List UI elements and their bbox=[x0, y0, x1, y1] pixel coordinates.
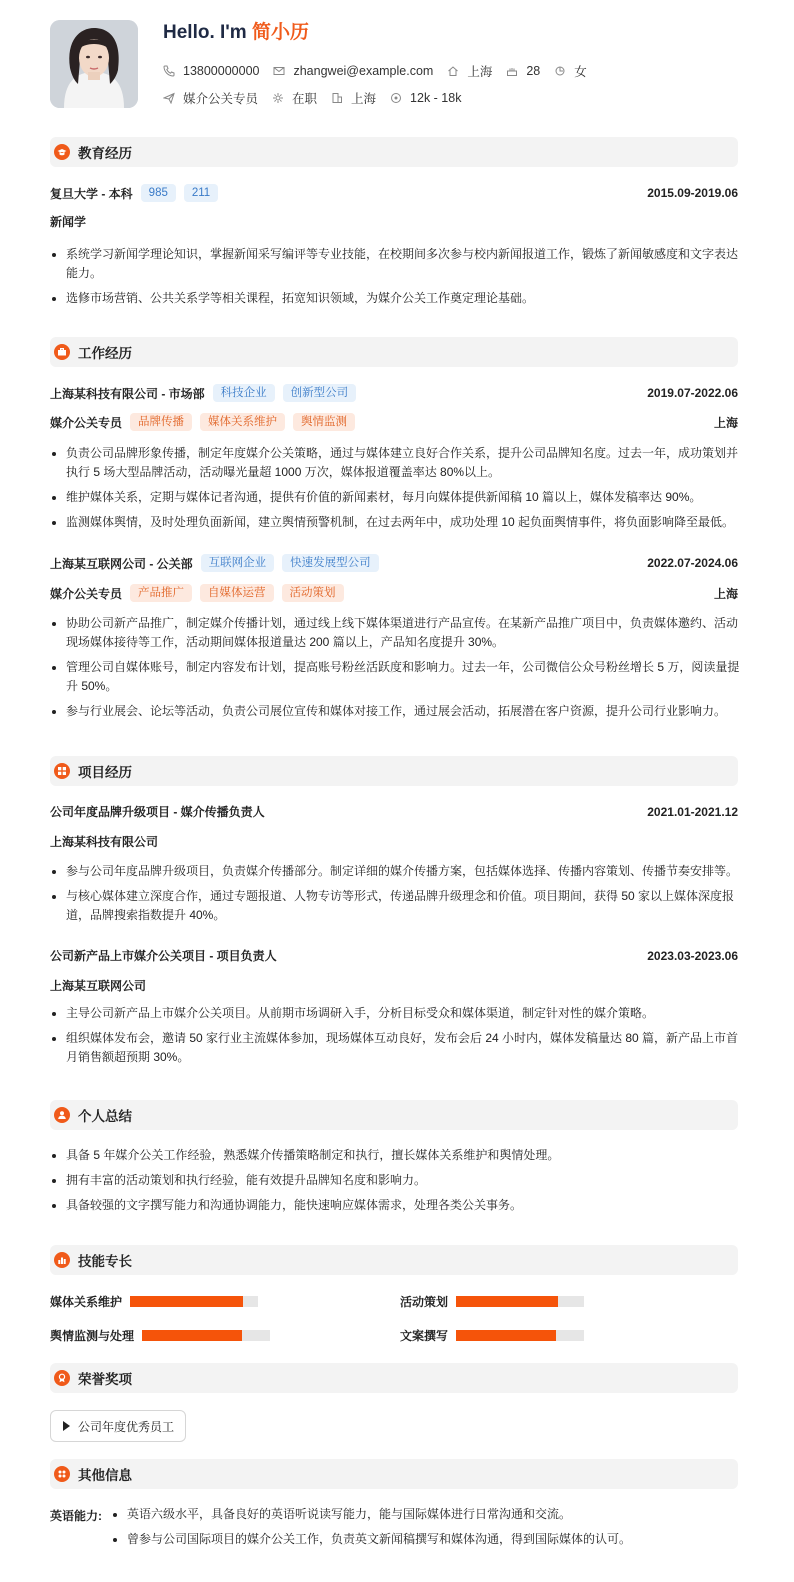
skill-bar-fill bbox=[456, 1296, 558, 1307]
building-icon bbox=[331, 92, 343, 104]
school-tag: 985 bbox=[141, 184, 176, 202]
company-tag: 快速发展型公司 bbox=[282, 554, 379, 572]
work-bullets bbox=[50, 444, 740, 538]
city-value: 上海 bbox=[467, 65, 493, 79]
play-icon bbox=[63, 1421, 70, 1431]
project-title: 公司年度品牌升级项目 - 媒介传播负责人 bbox=[50, 805, 265, 819]
send-icon bbox=[163, 92, 175, 104]
school-tag: 211 bbox=[184, 184, 218, 202]
graduation-cap-icon bbox=[54, 144, 70, 160]
resume-header bbox=[50, 20, 750, 110]
position-value: 媒介公关专员 bbox=[183, 92, 259, 106]
skill-name: 活动策划 bbox=[400, 1295, 449, 1309]
project-bullets bbox=[50, 862, 740, 931]
work-bullets bbox=[50, 614, 740, 727]
skill-item bbox=[400, 1327, 584, 1344]
salary-value: 12k - 18k bbox=[410, 91, 462, 105]
section-awards bbox=[50, 1363, 738, 1393]
work-date: 2022.07-2024.06 bbox=[647, 556, 738, 570]
section-title-projects: 项目经历 bbox=[78, 765, 132, 780]
company-tag: 科技企业 bbox=[213, 384, 275, 402]
age-value: 28 bbox=[526, 64, 541, 78]
section-work bbox=[50, 337, 738, 367]
list-item: 系统学习新闻学理论知识，掌握新闻采写编评等专业技能，在校期间多次参与校内新闻报道工作，锻炼了新闻敏感度和文字表达能力。 bbox=[50, 245, 740, 283]
cake-icon bbox=[506, 65, 518, 77]
list-item: 监测媒体舆情，及时处理负面新闻，建立舆情预警机制，在过去两年中，成功处理 10 起负面舆情事件，将负面影响降至最低。 bbox=[50, 513, 740, 532]
section-projects bbox=[50, 756, 738, 786]
section-title-summary: 个人总结 bbox=[78, 1109, 132, 1124]
award-item[interactable] bbox=[50, 1410, 186, 1442]
work-role-row bbox=[50, 584, 738, 602]
list-item: 拥有丰富的活动策划和执行经验，能有效提升品牌知名度和影响力。 bbox=[50, 1171, 740, 1190]
gender-value: 女 bbox=[574, 65, 587, 79]
major-name: 新闻学 bbox=[50, 215, 87, 229]
list-item: 与核心媒体建立深度合作，通过专题报道、人物专访等形式，传递品牌升级理念和价值。项目期间，获得 50 家以上媒体深度报道，品牌搜索指数提升 40%。 bbox=[50, 887, 740, 925]
summary-bullets bbox=[50, 1146, 740, 1221]
skill-bar bbox=[142, 1330, 270, 1341]
gender-item bbox=[554, 62, 587, 80]
project-bullets bbox=[50, 1004, 740, 1073]
phone-item bbox=[163, 64, 259, 78]
phone-icon bbox=[163, 65, 175, 77]
email-item bbox=[273, 64, 433, 78]
list-item: 具备 5 年媒介公关工作经验，熟悉媒介传播策略制定和执行，擅长媒体关系维护和舆情处理。 bbox=[50, 1146, 740, 1165]
education-major-row bbox=[50, 213, 738, 230]
skill-bar bbox=[456, 1330, 584, 1341]
skill-name: 文案撰写 bbox=[400, 1329, 449, 1343]
age-item bbox=[506, 64, 540, 78]
list-item: 曾参与公司国际项目的媒介公关工作，负责英文新闻稿撰写和媒体沟通，得到国际媒体的认可。 bbox=[111, 1530, 739, 1549]
project-date: 2021.01-2021.12 bbox=[647, 804, 738, 819]
section-title-skills: 技能专长 bbox=[78, 1254, 132, 1269]
role-name: 媒介公关专员 bbox=[50, 415, 123, 430]
work-role-row bbox=[50, 413, 738, 431]
avatar bbox=[50, 20, 138, 108]
list-item: 参与行业展会、论坛等活动，负责公司展位宣传和媒体对接工作，通过展会活动，拓展潜在客户资源，提升公司行业影响力。 bbox=[50, 702, 740, 721]
skill-bar-fill bbox=[456, 1330, 556, 1341]
section-title-education: 教育经历 bbox=[78, 146, 132, 161]
status-item bbox=[272, 89, 317, 107]
apps-icon bbox=[54, 1466, 70, 1482]
project-title-row bbox=[50, 947, 738, 964]
english-label: 英语能力: bbox=[50, 1509, 102, 1523]
project-title: 公司新产品上市媒介公关项目 - 项目负责人 bbox=[50, 949, 277, 963]
award-label: 公司年度优秀员工 bbox=[78, 1419, 175, 1434]
company-name: 上海某科技有限公司 - 市场部 bbox=[50, 386, 205, 401]
skill-item bbox=[50, 1293, 258, 1310]
education-date: 2015.09-2019.06 bbox=[647, 186, 738, 200]
briefcase-icon bbox=[54, 344, 70, 360]
work-company-row bbox=[50, 554, 738, 572]
skill-item bbox=[50, 1327, 270, 1344]
company-tag: 互联网企业 bbox=[201, 554, 275, 572]
mail-icon bbox=[273, 65, 285, 77]
status-value: 在职 bbox=[292, 92, 318, 106]
email-value: zhangwei@example.com bbox=[293, 64, 434, 78]
list-item: 英语六级水平，具备良好的英语听说读写能力，能与国际媒体进行日常沟通和交流。 bbox=[111, 1505, 739, 1524]
list-item: 参与公司年度品牌升级项目，负责媒介传播部分。制定详细的媒介传播方案，包括媒体选择、传播内容策划、传播节奏安排等。 bbox=[50, 862, 740, 881]
status-icon bbox=[272, 92, 284, 104]
section-skills bbox=[50, 1245, 738, 1275]
list-item: 协助公司新产品推广，制定媒介传播计划，通过线上线下媒体渠道进行产品宣传。在某新产品推广项目中，负责媒体邀约、活动现场媒体接待等工作，活动期间媒体报道量达 200 篇以上，产品知名度提升 30%。 bbox=[50, 614, 740, 652]
bar-chart-icon bbox=[54, 1252, 70, 1268]
role-tag: 产品推广 bbox=[130, 584, 192, 602]
home-icon bbox=[447, 65, 459, 77]
project-org: 上海某科技有限公司 bbox=[50, 835, 159, 849]
section-summary bbox=[50, 1100, 738, 1130]
project-org: 上海某互联网公司 bbox=[50, 979, 147, 993]
skill-bar-fill bbox=[130, 1296, 243, 1307]
skill-bar bbox=[456, 1296, 584, 1307]
work-date: 2019.07-2022.06 bbox=[647, 386, 738, 400]
company-name: 上海某互联网公司 - 公关部 bbox=[50, 556, 193, 571]
gender-icon bbox=[554, 65, 566, 77]
role-tag: 自媒体运营 bbox=[200, 584, 274, 602]
work-location: 上海 bbox=[713, 586, 738, 601]
list-item: 主导公司新产品上市媒介公关项目。从前期市场调研入手，分析目标受众和媒体渠道，制定针对性的媒介策略。 bbox=[50, 1004, 740, 1023]
project-org-row bbox=[50, 977, 738, 994]
school-name: 复旦大学 - 本科 bbox=[50, 186, 133, 201]
position-item bbox=[163, 89, 258, 107]
grid-icon bbox=[54, 763, 70, 779]
list-item: 组织媒体发布会，邀请 50 家行业主流媒体参加，现场媒体互动良好，发布会后 24 小时内，媒体发稿量达 80 篇，新产品上市首月销售额超预期 30%。 bbox=[50, 1029, 740, 1067]
skill-name: 媒体关系维护 bbox=[50, 1295, 123, 1309]
section-title-awards: 荣誉奖项 bbox=[78, 1372, 132, 1387]
skill-name: 舆情监测与处理 bbox=[50, 1329, 135, 1343]
contact-row bbox=[163, 62, 601, 80]
list-item: 管理公司自媒体账号，制定内容发布计划，提高账号粉丝活跃度和影响力。过去一年，公司微信公众号粉丝增长 5 万，阅读量提升 50%。 bbox=[50, 658, 740, 696]
role-tag: 品牌传播 bbox=[130, 413, 192, 431]
skill-item bbox=[400, 1293, 584, 1310]
project-title-row bbox=[50, 803, 738, 820]
section-title-other: 其他信息 bbox=[78, 1468, 132, 1483]
list-item: 负责公司品牌形象传播，制定年度媒介公关策略，通过与媒体建立良好合作关系，提升公司品牌知名度。过去一年，成功策划并执行 5 场大型品牌活动，活动曝光量超 1000 万次，媒体报道覆盖率达 80%以上。 bbox=[50, 444, 740, 482]
user-icon bbox=[54, 1107, 70, 1123]
candidate-name: 简小历 bbox=[251, 22, 309, 43]
list-item: 选修市场营销、公共关系学等相关课程，拓宽知识领域，为媒介公关工作奠定理论基础。 bbox=[50, 289, 740, 308]
role-tag: 媒体关系维护 bbox=[200, 413, 285, 431]
role-tag: 活动策划 bbox=[282, 584, 344, 602]
work-company-row bbox=[50, 384, 738, 402]
skill-bar-fill bbox=[142, 1330, 242, 1341]
education-bullets bbox=[50, 245, 740, 314]
company-tag: 创新型公司 bbox=[283, 384, 357, 402]
work-location: 上海 bbox=[713, 415, 738, 430]
job-intent-row bbox=[163, 89, 475, 107]
target-city-item bbox=[331, 89, 376, 107]
project-org-row bbox=[50, 833, 738, 850]
phone-value: 13800000000 bbox=[183, 64, 260, 78]
salary-item bbox=[390, 91, 461, 105]
coin-icon bbox=[390, 92, 402, 104]
section-other bbox=[50, 1459, 738, 1489]
city-item bbox=[447, 62, 492, 80]
target-city-value: 上海 bbox=[351, 92, 377, 106]
role-name: 媒介公关专员 bbox=[50, 586, 123, 601]
skill-bar bbox=[130, 1296, 258, 1307]
list-item: 具备较强的文字撰写能力和沟通协调能力，能快速响应媒体需求，处理各类公关事务。 bbox=[50, 1196, 740, 1215]
section-title-work: 工作经历 bbox=[78, 346, 132, 361]
greeting-title bbox=[163, 20, 309, 46]
list-item: 维护媒体关系，定期与媒体记者沟通，提供有价值的新闻素材，每月向媒体提供新闻稿 10 篇以上，媒体发稿率达 90%。 bbox=[50, 488, 740, 507]
education-school-row bbox=[50, 184, 738, 202]
english-bullets bbox=[111, 1505, 739, 1555]
greeting-text: Hello. I'm bbox=[163, 22, 252, 43]
project-date: 2023.03-2023.06 bbox=[647, 948, 738, 963]
award-icon bbox=[54, 1370, 70, 1386]
section-education bbox=[50, 137, 738, 167]
role-tag: 舆情监测 bbox=[293, 413, 355, 431]
